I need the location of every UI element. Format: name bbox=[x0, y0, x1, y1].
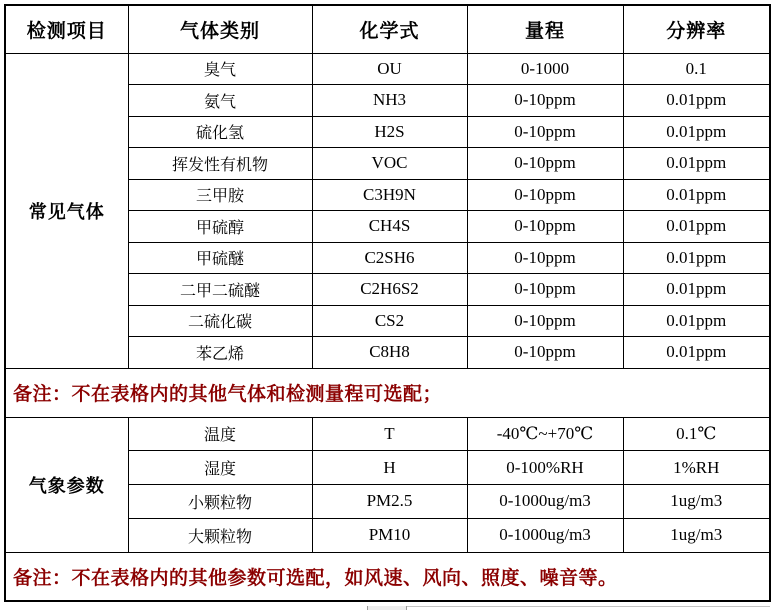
remark-text-gases: 备注：不在表格内的其他气体和检测量程可选配； bbox=[5, 368, 770, 417]
remark-row-weather bbox=[5, 552, 770, 601]
formula-cell: NH3 bbox=[312, 85, 467, 117]
param-name-cell: 小颗粒物 bbox=[128, 485, 312, 519]
formula-cell: H2S bbox=[312, 116, 467, 148]
resolution-cell: 0.01ppm bbox=[623, 337, 770, 369]
formula-cell: C3H9N bbox=[312, 179, 467, 211]
range-cell: 0-10ppm bbox=[467, 148, 623, 180]
resolution-cell: 0.01ppm bbox=[623, 179, 770, 211]
gas-name-cell: 甲硫醚 bbox=[128, 242, 312, 274]
resolution-cell: 1%RH bbox=[623, 451, 770, 485]
formula-cell: PM10 bbox=[312, 518, 467, 552]
header-row bbox=[5, 5, 770, 53]
range-cell: 0-10ppm bbox=[467, 116, 623, 148]
col-header-detection-item: 检测项目 bbox=[5, 5, 128, 53]
formula-cell: CH4S bbox=[312, 211, 467, 243]
remark-text-weather: 备注：不在表格内的其他参数可选配，如风速、风向、照度、噪音等。 bbox=[5, 552, 770, 601]
formula-cell: C2H6S2 bbox=[312, 274, 467, 306]
remark-row-gases bbox=[5, 368, 770, 417]
resolution-cell: 1ug/m3 bbox=[623, 485, 770, 519]
spec-table bbox=[4, 4, 771, 602]
section-label-common-gases: 常见气体 bbox=[5, 53, 128, 368]
param-name-cell: 温度 bbox=[128, 417, 312, 451]
formula-cell: H bbox=[312, 451, 467, 485]
col-header-gas-category: 气体类别 bbox=[128, 5, 312, 53]
range-cell: 0-10ppm bbox=[467, 242, 623, 274]
resolution-cell: 0.1 bbox=[623, 53, 770, 85]
gas-name-cell: 甲硫醇 bbox=[128, 211, 312, 243]
gas-name-cell: 挥发性有机物 bbox=[128, 148, 312, 180]
formula-cell: CS2 bbox=[312, 305, 467, 337]
gas-name-cell: 臭气 bbox=[128, 53, 312, 85]
col-header-resolution: 分辨率 bbox=[623, 5, 770, 53]
gas-name-cell: 二甲二硫醚 bbox=[128, 274, 312, 306]
range-cell: -40℃~+70℃ bbox=[467, 417, 623, 451]
resolution-cell: 0.01ppm bbox=[623, 211, 770, 243]
range-cell: 0-10ppm bbox=[467, 85, 623, 117]
range-cell: 0-1000ug/m3 bbox=[467, 518, 623, 552]
range-cell: 0-10ppm bbox=[467, 211, 623, 243]
range-cell: 0-100%RH bbox=[467, 451, 623, 485]
resolution-cell: 0.01ppm bbox=[623, 85, 770, 117]
formula-cell: VOC bbox=[312, 148, 467, 180]
next-table-fragment-line bbox=[367, 606, 770, 607]
param-name-cell: 大颗粒物 bbox=[128, 518, 312, 552]
next-table-fragment-cell bbox=[367, 606, 407, 610]
section-label-weather-params: 气象参数 bbox=[5, 417, 128, 552]
formula-cell: T bbox=[312, 417, 467, 451]
col-header-chemical-formula: 化学式 bbox=[312, 5, 467, 53]
range-cell: 0-10ppm bbox=[467, 305, 623, 337]
range-cell: 0-10ppm bbox=[467, 337, 623, 369]
formula-cell: C8H8 bbox=[312, 337, 467, 369]
range-cell: 0-1000 bbox=[467, 53, 623, 85]
resolution-cell: 0.01ppm bbox=[623, 116, 770, 148]
resolution-cell: 0.01ppm bbox=[623, 274, 770, 306]
gas-name-cell: 三甲胺 bbox=[128, 179, 312, 211]
resolution-cell: 0.01ppm bbox=[623, 242, 770, 274]
gas-name-cell: 二硫化碳 bbox=[128, 305, 312, 337]
range-cell: 0-10ppm bbox=[467, 179, 623, 211]
table-row bbox=[5, 53, 770, 85]
gas-name-cell: 氨气 bbox=[128, 85, 312, 117]
table-row bbox=[5, 417, 770, 451]
formula-cell: OU bbox=[312, 53, 467, 85]
formula-cell: PM2.5 bbox=[312, 485, 467, 519]
gas-name-cell: 苯乙烯 bbox=[128, 337, 312, 369]
range-cell: 0-1000ug/m3 bbox=[467, 485, 623, 519]
resolution-cell: 1ug/m3 bbox=[623, 518, 770, 552]
resolution-cell: 0.1℃ bbox=[623, 417, 770, 451]
resolution-cell: 0.01ppm bbox=[623, 148, 770, 180]
param-name-cell: 湿度 bbox=[128, 451, 312, 485]
col-header-range: 量程 bbox=[467, 5, 623, 53]
formula-cell: C2SH6 bbox=[312, 242, 467, 274]
resolution-cell: 0.01ppm bbox=[623, 305, 770, 337]
gas-name-cell: 硫化氢 bbox=[128, 116, 312, 148]
range-cell: 0-10ppm bbox=[467, 274, 623, 306]
